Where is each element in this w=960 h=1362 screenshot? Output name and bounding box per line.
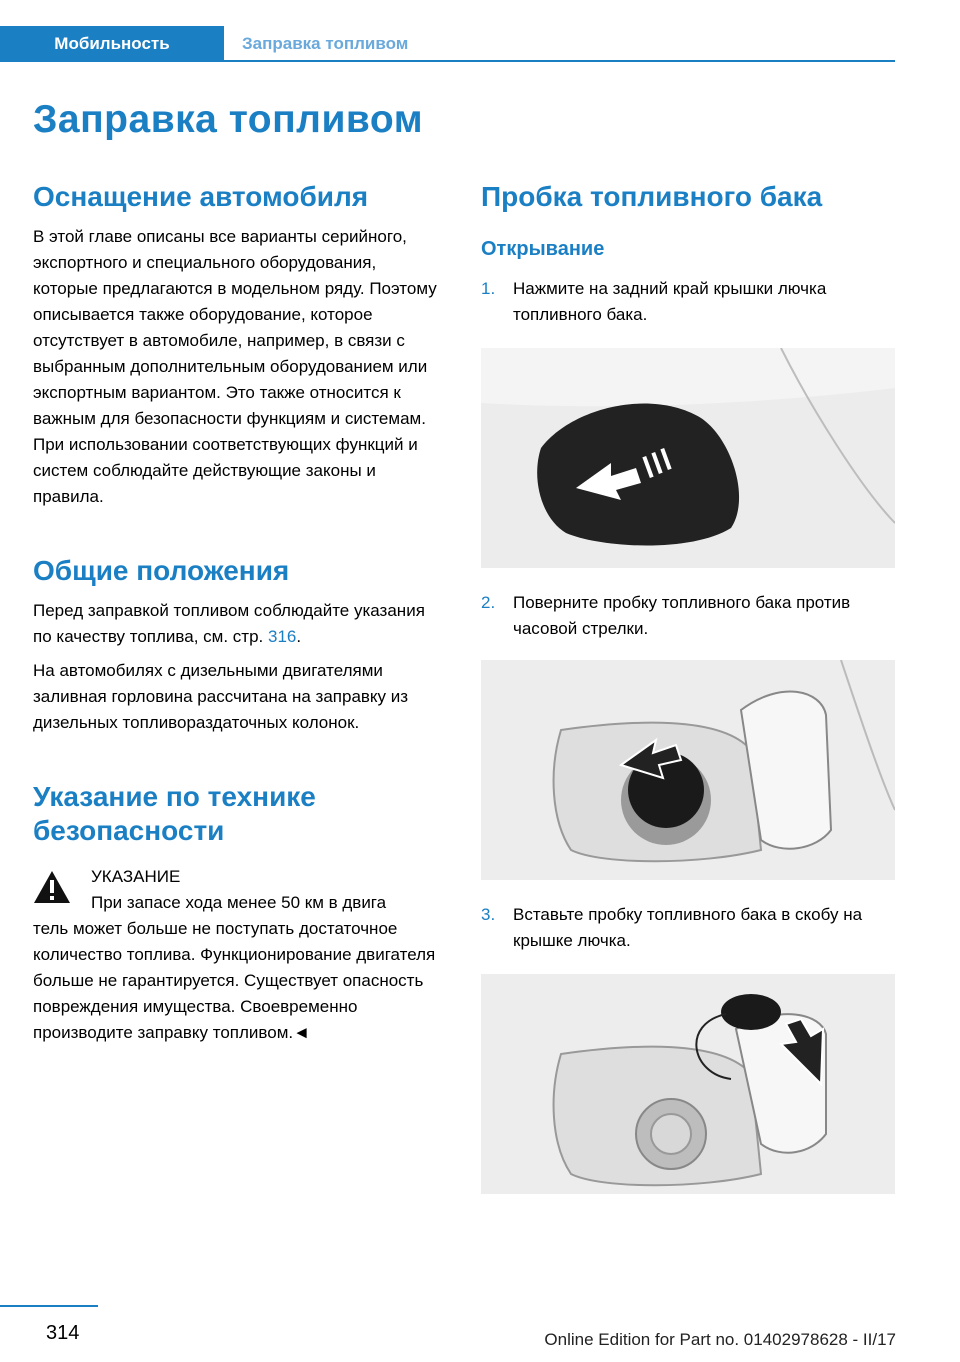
warning-triangle-icon	[33, 870, 71, 904]
general-heading: Общие положения	[33, 555, 290, 586]
general-text-1-a: Перед заправкой топливом соблюдайте указания по качеству топлива, см. стр.	[33, 601, 425, 646]
warning-block	[33, 864, 445, 1046]
warning-label: УКАЗАНИЕ	[91, 867, 181, 886]
equipment-heading: Оснащение автомобиля	[33, 181, 369, 212]
step-2-number: 2.	[481, 593, 496, 612]
step-1-text: Нажмите на задний край крышки лючка топливного бака.	[513, 279, 827, 324]
opening-subheading: Открывание	[481, 238, 605, 260]
step-3-text: Вставьте пробку топливного бака в скобу на крышке лючка.	[513, 905, 863, 950]
step-3-number: 3.	[481, 905, 496, 924]
fuel-cap-holder-photo	[481, 974, 895, 1194]
step-2	[481, 590, 895, 642]
header-section-label: Мобильность	[54, 34, 170, 53]
step-2-text: Поверните пробку топливного бака против часовой стрелки.	[513, 593, 851, 638]
general-text-2: На автомобилях с дизельными двигателями заливная горловина рассчитана на заправку из дизельных топливораздаточных колонок.	[33, 661, 409, 732]
general-text-1	[33, 598, 445, 650]
step-1-number: 1.	[481, 279, 496, 298]
header-divider	[224, 60, 895, 62]
fuel-cap-heading: Пробка топливного бака	[481, 181, 823, 212]
warning-text: тель может больше не поступать достаточное количество топлива. Функционирование двигателя больше не гарантируется. Существует опасность повреждения имущества. Своевременно производите заправку топливом.◄	[33, 919, 436, 1042]
page-link-316[interactable]: 316	[268, 627, 297, 646]
safety-heading: Указание по технике безопасности	[33, 781, 316, 846]
left-column	[33, 180, 445, 1046]
warning-first-line: При запасе хода менее 50 км в двига	[91, 893, 387, 912]
page-number: 314	[46, 1322, 80, 1344]
step-3	[481, 902, 895, 954]
fuel-cap-turn-photo	[481, 660, 895, 880]
fuel-flap-photo	[481, 348, 895, 568]
right-column	[481, 180, 895, 1194]
header-subsection-label: Заправка топливом	[242, 34, 409, 53]
equipment-text: В этой главе описаны все варианты серийного, экспортного и специального оборудования, которые предлагаются в модельном ряду. Поэтому описывается также оборудование, которое отсутствует в автомобиле, например, в связи с выбранным дополнительным оборудованием или экспортным вариантом. Это также относится к важным для безопасности функциям и системам. При использовании соответствующих функций и систем соблюдайте действующие законы и правила.	[33, 227, 437, 506]
footer-edition: Online Edition for Part no. 01402978628 - II/17	[544, 1330, 896, 1349]
step-1	[481, 276, 895, 328]
header-section-tab[interactable]	[0, 26, 224, 62]
general-text-1-b: .	[296, 627, 302, 646]
footer-divider	[0, 1305, 98, 1307]
page-title: Заправка топливом	[33, 98, 424, 141]
header-subsection-tab[interactable]	[242, 26, 408, 62]
